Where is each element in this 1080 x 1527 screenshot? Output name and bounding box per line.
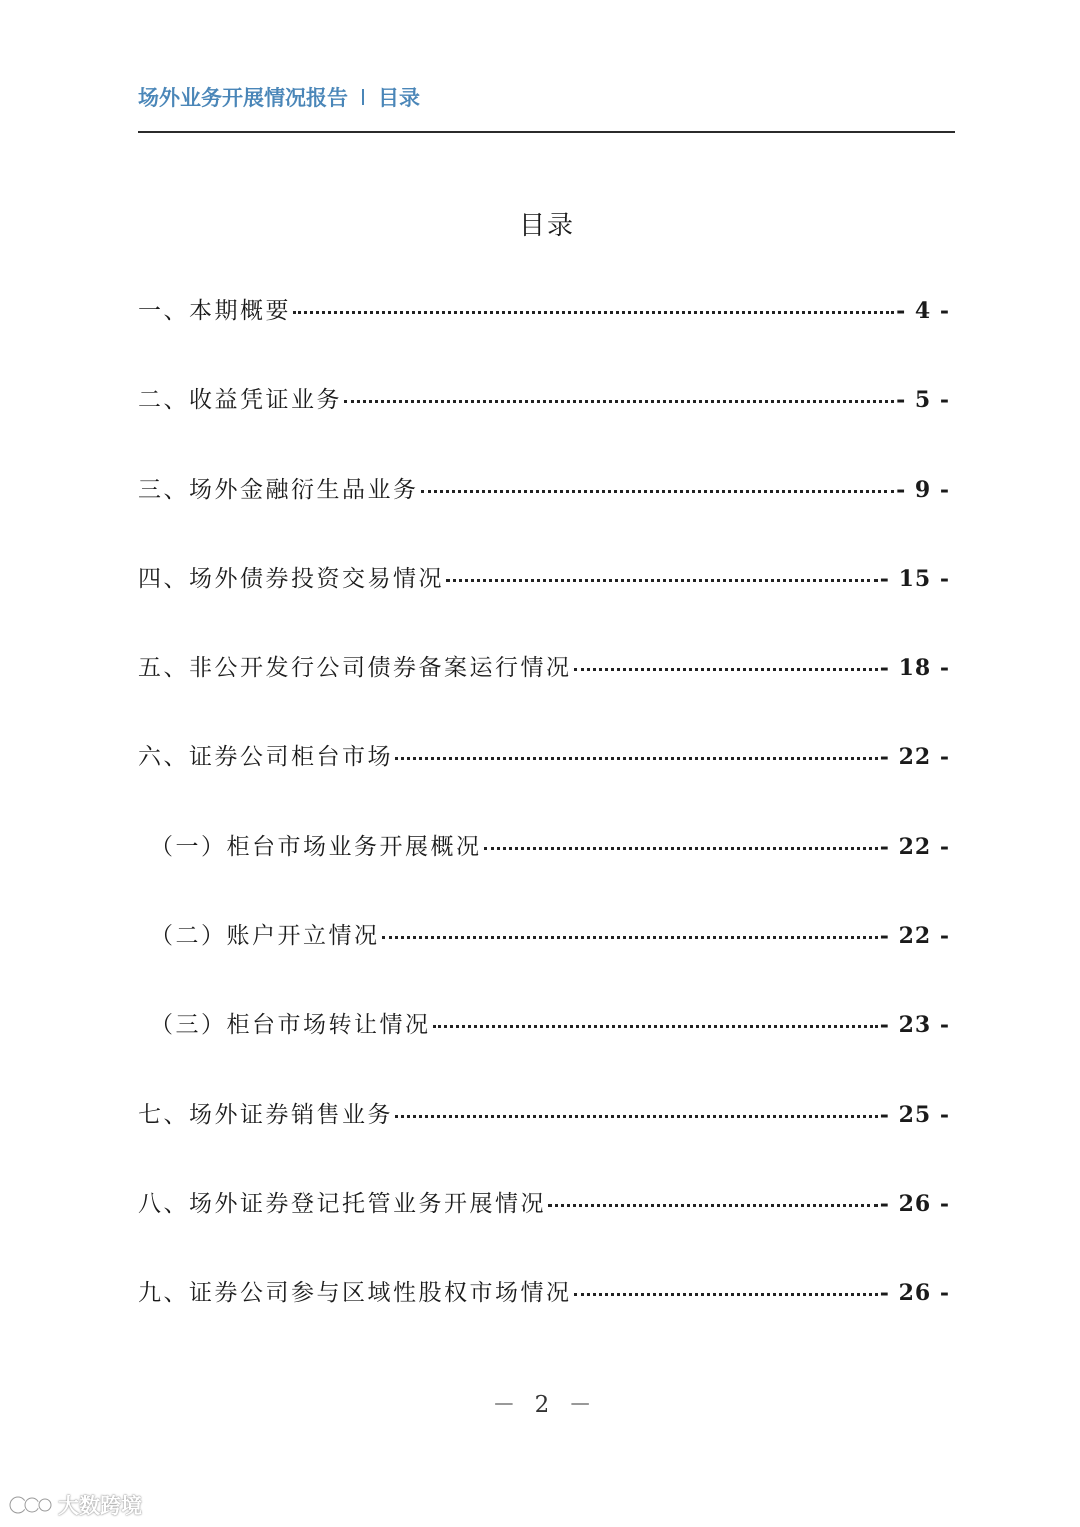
toc-subitem[interactable]	[138, 1006, 950, 1095]
toc-leader-dots	[484, 847, 878, 850]
toc-item[interactable]	[138, 1185, 950, 1274]
toc-item-page: - 26 -	[879, 1190, 950, 1217]
toc-item-page: - 22 -	[879, 744, 950, 771]
toc-item-label: 九、证券公司参与区域性股权市场情况	[138, 1280, 572, 1307]
header-separator	[362, 89, 364, 105]
toc-item-page: - 26 -	[879, 1280, 950, 1307]
toc-item[interactable]	[138, 1274, 950, 1363]
toc-item[interactable]	[138, 738, 950, 827]
toc-item-page: - 5 -	[896, 387, 950, 414]
toc-leader-dots	[382, 936, 878, 939]
toc-item-page: - 4 -	[896, 298, 950, 324]
toc-item-label: 四、场外债券投资交易情况	[138, 565, 444, 592]
toc-item-label: 五、非公开发行公司债券备案运行情况	[138, 655, 572, 682]
toc-leader-dots	[421, 490, 895, 493]
toc-item[interactable]	[138, 649, 950, 738]
toc-subitem[interactable]	[138, 828, 950, 917]
table-of-contents	[138, 292, 950, 1364]
toc-item-label: （一）柜台市场业务开展概况	[150, 833, 482, 860]
running-header	[138, 82, 420, 112]
toc-item[interactable]	[138, 381, 950, 470]
toc-item-label: 三、场外金融衍生品业务	[138, 476, 419, 503]
toc-item-page: - 18 -	[879, 655, 950, 682]
toc-item-label: 八、场外证券登记托管业务开展情况	[138, 1190, 546, 1217]
toc-leader-dots	[433, 1025, 878, 1028]
toc-leader-dots	[574, 668, 878, 671]
toc-item[interactable]	[138, 560, 950, 649]
header-rule	[138, 131, 955, 133]
toc-leader-dots	[574, 1293, 878, 1296]
toc-item-page: - 15 -	[879, 565, 950, 592]
brand-logo-icon	[8, 1491, 54, 1519]
toc-item-label: 一、本期概要	[138, 298, 291, 324]
watermark	[8, 1490, 142, 1520]
toc-item-label: （二）账户开立情况	[150, 923, 380, 950]
toc-item-label: 七、场外证券销售业务	[138, 1101, 393, 1128]
toc-leader-dots	[293, 311, 894, 314]
toc-item-page: - 25 -	[879, 1101, 950, 1128]
report-title: 场外业务开展情况报告	[138, 86, 348, 110]
toc-item-page: - 23 -	[879, 1012, 950, 1039]
toc-item-page: - 22 -	[879, 833, 950, 860]
header-section: 目录	[378, 86, 420, 110]
toc-leader-dots	[395, 757, 878, 760]
toc-item[interactable]	[138, 1096, 950, 1185]
toc-item[interactable]	[138, 292, 950, 381]
toc-leader-dots	[395, 1115, 878, 1118]
toc-subitem[interactable]	[138, 917, 950, 1006]
toc-item-page: - 22 -	[879, 923, 950, 950]
toc-leader-dots	[344, 400, 894, 403]
toc-item[interactable]	[138, 471, 950, 560]
toc-item-label: （三）柜台市场转让情况	[150, 1012, 431, 1039]
watermark-text: 大数跨境	[58, 1494, 142, 1518]
page-number: － 2 －	[492, 1392, 598, 1418]
toc-item-page: - 9 -	[896, 476, 950, 503]
toc-item-label: 二、收益凭证业务	[138, 387, 342, 414]
toc-item-label: 六、证券公司柜台市场	[138, 744, 393, 771]
toc-title: 目录	[518, 211, 575, 241]
toc-leader-dots	[446, 579, 878, 582]
toc-leader-dots	[548, 1204, 878, 1207]
